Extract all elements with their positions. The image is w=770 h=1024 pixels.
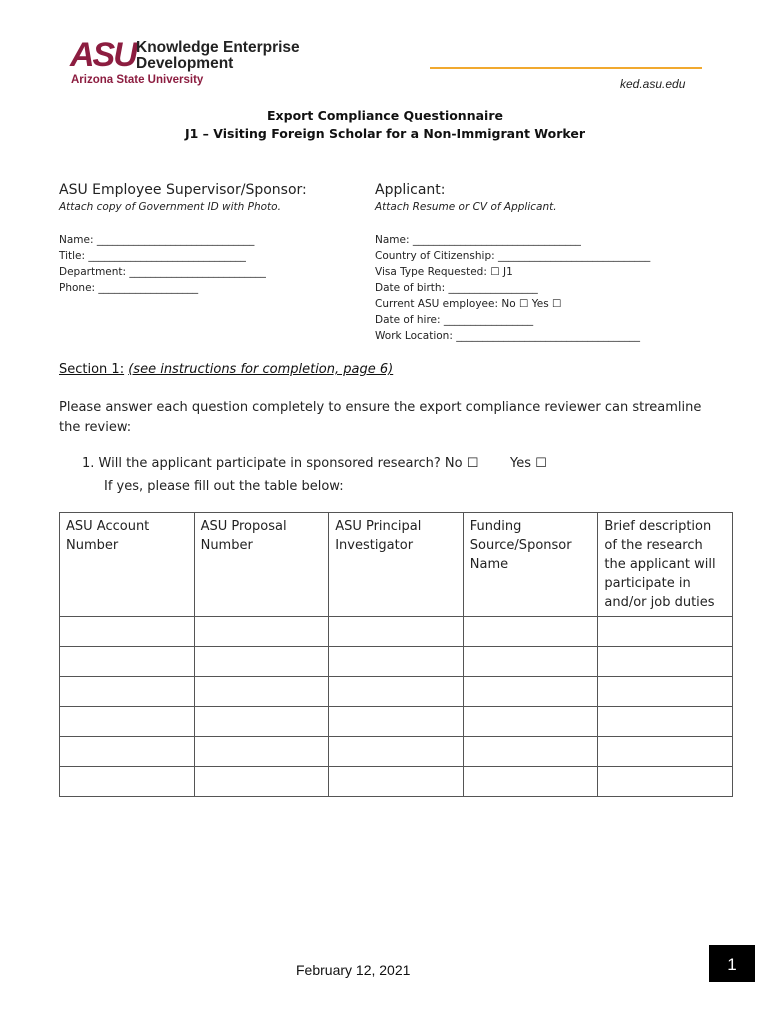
table-cell[interactable] (463, 737, 598, 767)
table-cell[interactable] (329, 707, 464, 737)
table-row (60, 617, 733, 647)
applicant-location-field[interactable]: Work Location: ___________________________________ (375, 330, 640, 342)
table-row (60, 767, 733, 797)
table-cell[interactable] (194, 737, 329, 767)
applicant-hire-date-field[interactable]: Date of hire: _________________ (375, 314, 534, 326)
header-rule (430, 67, 702, 69)
applicant-employee-field[interactable]: Current ASU employee: No ☐ Yes ☐ (375, 298, 562, 310)
table-row (60, 737, 733, 767)
table-row (60, 677, 733, 707)
sponsor-fields (59, 232, 266, 296)
table-cell[interactable] (60, 617, 195, 647)
table-cell[interactable] (598, 647, 733, 677)
table-cell[interactable] (463, 647, 598, 677)
site-url: ked.asu.edu (620, 77, 686, 91)
table-cell[interactable] (463, 767, 598, 797)
table-cell[interactable] (329, 617, 464, 647)
table-cell[interactable] (194, 647, 329, 677)
table-cell[interactable] (329, 647, 464, 677)
header-proposal-number: ASU Proposal Number (194, 513, 329, 617)
ked-logo-title (136, 40, 300, 72)
applicant-citizenship-field[interactable]: Country of Citizenship: _____________________________ (375, 250, 651, 262)
table-cell[interactable] (60, 737, 195, 767)
table-row (60, 707, 733, 737)
applicant-heading: Applicant: (375, 182, 446, 198)
table-cell[interactable] (194, 617, 329, 647)
intro-paragraph: Please answer each question completely to ensure the export compliance reviewer can streamline the review: (59, 400, 702, 435)
header-account-number: ASU Account Number (60, 513, 195, 617)
table-cell[interactable] (60, 647, 195, 677)
logo-line-2: Development (136, 55, 234, 72)
table-cell[interactable] (60, 677, 195, 707)
applicant-visa-field[interactable]: Visa Type Requested: ☐ J1 (375, 266, 513, 278)
table-cell[interactable] (598, 707, 733, 737)
sponsor-phone-field[interactable]: Phone: ___________________ (59, 282, 199, 294)
research-table (59, 512, 733, 797)
table-cell[interactable] (60, 707, 195, 737)
asu-logo-mark: ASU (70, 36, 136, 74)
sponsor-title-field[interactable]: Title: ______________________________ (59, 250, 246, 262)
table-header-row (60, 513, 733, 617)
sponsor-department-field[interactable]: Department: __________________________ (59, 266, 266, 278)
table-cell[interactable] (598, 737, 733, 767)
header-principal-investigator: ASU Principal Investigator (329, 513, 464, 617)
table-cell[interactable] (194, 707, 329, 737)
logo-line-1: Knowledge Enterprise (136, 39, 300, 56)
table-cell[interactable] (329, 737, 464, 767)
table-cell[interactable] (329, 767, 464, 797)
table-cell[interactable] (598, 677, 733, 707)
university-name: Arizona State University (71, 74, 204, 86)
document-title: Export Compliance Questionnaire (267, 108, 503, 123)
sponsor-note: Attach copy of Government ID with Photo. (59, 201, 281, 213)
sponsor-heading: ASU Employee Supervisor/Sponsor: (59, 182, 307, 198)
table-row (60, 647, 733, 677)
table-cell[interactable] (194, 767, 329, 797)
header-funding-source: Funding Source/Sponsor Name (463, 513, 598, 617)
table-cell[interactable] (194, 677, 329, 707)
sponsor-name-field[interactable]: Name: ______________________________ (59, 234, 255, 246)
table-cell[interactable] (329, 677, 464, 707)
applicant-note: Attach Resume or CV of Applicant. (375, 201, 557, 213)
table-cell[interactable] (463, 677, 598, 707)
section-1-heading (59, 362, 393, 377)
question-1[interactable]: 1. Will the applicant participate in sponsored research? No ☐ (82, 456, 479, 471)
table-cell[interactable] (60, 767, 195, 797)
document-subtitle: J1 – Visiting Foreign Scholar for a Non-Immigrant Worker (184, 126, 586, 141)
applicant-fields (375, 232, 650, 344)
question-1-yes[interactable]: Yes ☐ (510, 456, 547, 471)
applicant-dob-field[interactable]: Date of birth: _________________ (375, 282, 538, 294)
header-description: Brief description of the research the applicant will participate in and/or job duties (598, 513, 733, 617)
table-cell[interactable] (463, 707, 598, 737)
table-cell[interactable] (463, 617, 598, 647)
table-cell[interactable] (598, 767, 733, 797)
page-number: 1 (709, 945, 755, 982)
section-label: Section 1: (59, 362, 125, 377)
table-cell[interactable] (598, 617, 733, 647)
section-instructions-note: (see instructions for completion, page 6) (128, 362, 394, 377)
applicant-name-field[interactable]: Name: ________________________________ (375, 234, 581, 246)
footer-date: February 12, 2021 (296, 962, 411, 978)
question-1-followup: If yes, please fill out the table below: (104, 479, 344, 494)
